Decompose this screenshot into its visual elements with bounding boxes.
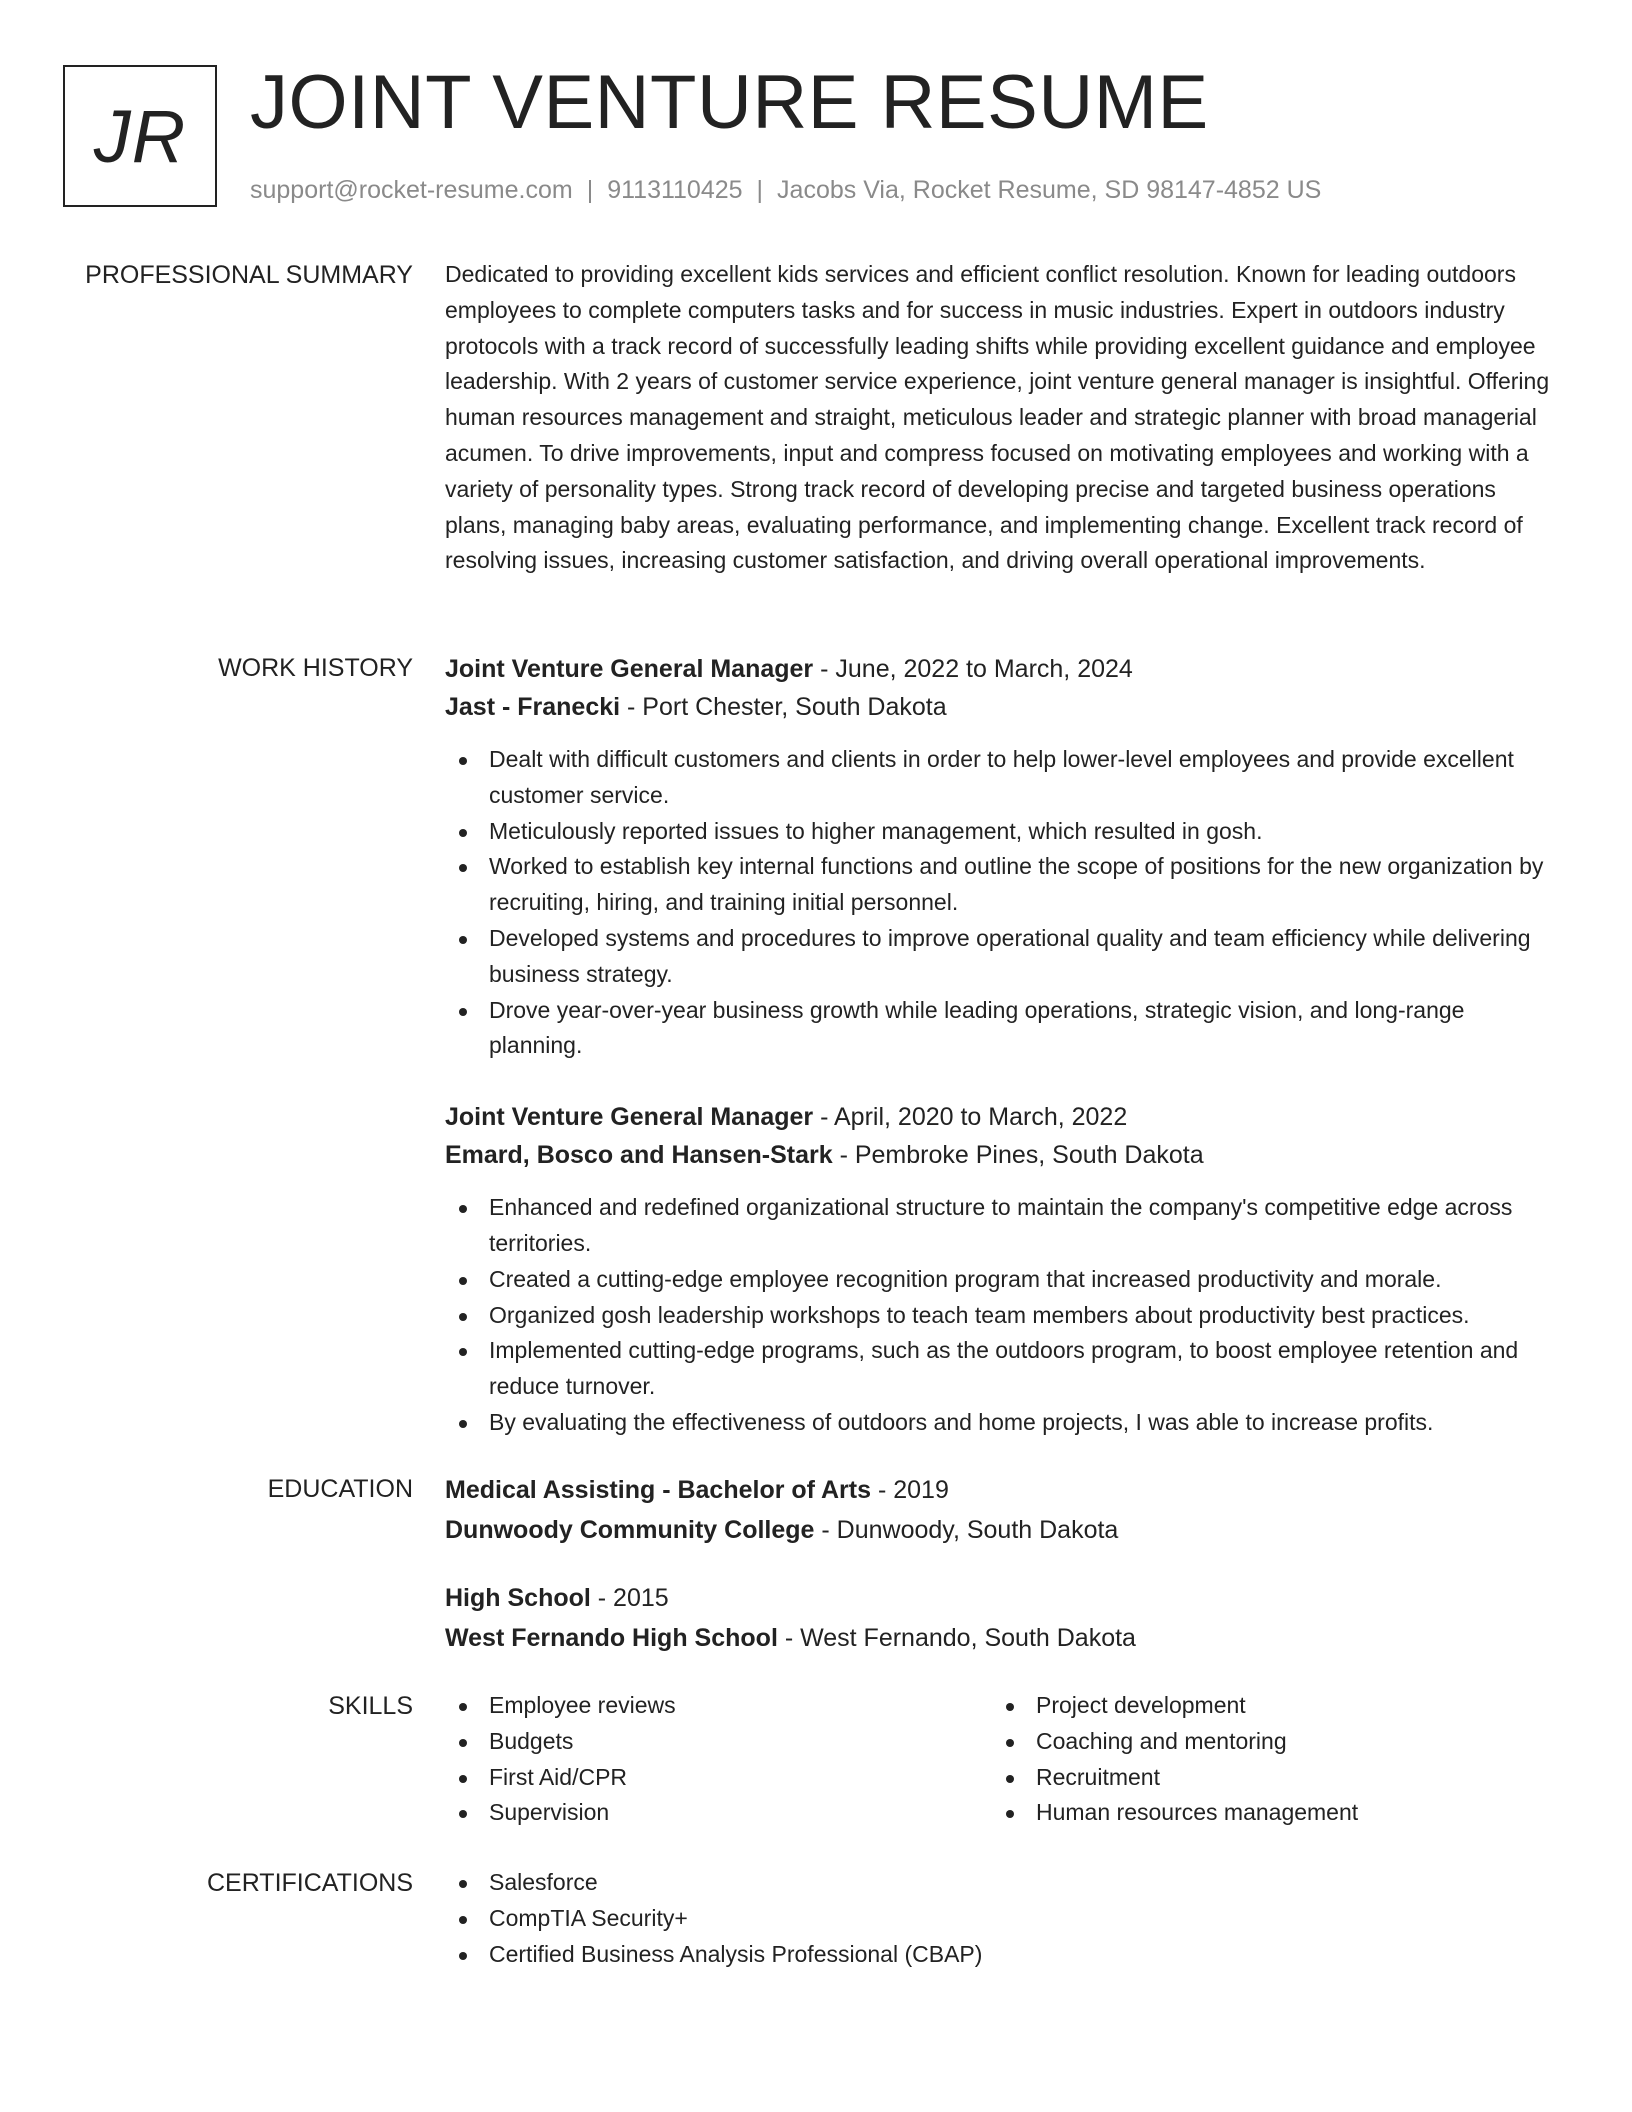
- work-history-content: [445, 650, 1560, 1441]
- education-content: [445, 1471, 1560, 1657]
- list-item: First Aid/CPR: [445, 1760, 985, 1796]
- education-entry: [445, 1579, 1560, 1657]
- list-item: Created a cutting-edge employee recognition program that increased productivity and morale.: [445, 1262, 1560, 1298]
- certifications-list: [445, 1865, 1560, 1972]
- list-item: Supervision: [445, 1795, 985, 1831]
- contact-address: Jacobs Via, Rocket Resume, SD 98147-4852 US: [777, 176, 1322, 204]
- job-entry: [445, 650, 1560, 1064]
- job-title: Joint Venture General Manager: [445, 1103, 814, 1132]
- skills-list-right: [992, 1688, 1552, 1831]
- section-label-work: WORK HISTORY: [218, 654, 413, 682]
- job-title-line: [445, 650, 1560, 688]
- job-title-line: [445, 1098, 1560, 1136]
- certifications-content: [445, 1865, 1560, 1972]
- list-item: Budgets: [445, 1724, 985, 1760]
- job-dates: - June, 2022 to March, 2024: [813, 655, 1133, 683]
- education-school-line: [445, 1511, 1560, 1549]
- contact-email: support@rocket-resume.com: [250, 176, 573, 204]
- list-item: Enhanced and redefined organizational structure to maintain the company's competitive edge across territories.: [445, 1190, 1560, 1262]
- skills-list-left: [445, 1688, 985, 1831]
- education-location: - West Fernando, South Dakota: [777, 1624, 1136, 1652]
- contact-separator: |: [756, 176, 764, 204]
- education-entry: [445, 1471, 1560, 1549]
- job-company-line: [445, 1136, 1560, 1174]
- list-item: Certified Business Analysis Professional (CBAP): [445, 1937, 1560, 1973]
- job-title: Joint Venture General Manager: [445, 655, 814, 683]
- contact-phone: 9113110425: [607, 176, 743, 204]
- education-school: West Fernando High School: [445, 1624, 778, 1652]
- education-degree: Medical Assisting - Bachelor of Arts: [445, 1476, 872, 1504]
- list-item: Meticulously reported issues to higher management, which resulted in gosh.: [445, 814, 1560, 850]
- job-dates: - April, 2020 to March, 2022: [813, 1103, 1128, 1132]
- section-label-certifications: CERTIFICATIONS: [206, 1869, 413, 1897]
- education-degree-line: [445, 1471, 1560, 1509]
- job-bullets: [445, 742, 1560, 1064]
- job-location: - Port Chester, South Dakota: [620, 693, 947, 721]
- section-label-education: EDUCATION: [267, 1475, 413, 1503]
- list-item: Recruitment: [992, 1760, 1552, 1796]
- list-item: Human resources management: [992, 1795, 1552, 1831]
- list-item: Drove year-over-year business growth while leading operations, strategic vision, and long-range planning.: [445, 993, 1560, 1065]
- job-company: Emard, Bosco and Hansen-Stark: [445, 1141, 833, 1170]
- education-school-line: [445, 1619, 1560, 1657]
- job-company: Jast - Franecki: [445, 693, 621, 721]
- list-item: Employee reviews: [445, 1688, 985, 1724]
- section-label-summary: PROFESSIONAL SUMMARY: [85, 261, 413, 289]
- education-year: - 2015: [590, 1584, 669, 1612]
- list-item: Developed systems and procedures to improve operational quality and team efficiency while delivering business strategy.: [445, 921, 1560, 993]
- list-item: CompTIA Security+: [445, 1901, 1560, 1937]
- list-item: Organized gosh leadership workshops to teach team members about productivity best practices.: [445, 1298, 1560, 1334]
- education-degree: High School: [445, 1584, 591, 1612]
- list-item: By evaluating the effectiveness of outdoors and home projects, I was able to increase profits.: [445, 1405, 1560, 1441]
- list-item: Project development: [992, 1688, 1552, 1724]
- job-bullets: [445, 1190, 1560, 1441]
- monogram-logo: JR: [63, 65, 217, 207]
- contact-line: [250, 174, 1321, 206]
- list-item: Worked to establish key internal functions and outline the scope of positions for the new organization by recruiting, hiring, and training initial personnel.: [445, 849, 1560, 921]
- list-item: Implemented cutting-edge programs, such as the outdoors program, to boost employee retention and reduce turnover.: [445, 1333, 1560, 1405]
- section-label-skills: SKILLS: [328, 1692, 413, 1720]
- summary-text: Dedicated to providing excellent kids services and efficient conflict resolution. Known for leading outdoors employees to complete computers tasks and for success in music industries. Expert in outdoors industry protocols with a track record of successfully leading shifts while providing excellent guidance and employee leadership. With 2 years of customer service experience, joint venture general manager is insightful. Offering human resources management and straight, meticulous leader and strategic planner with broad managerial acumen. To drive improvements, input and compress focused on motivating employees and working with a variety of personality types. Strong track record of developing precise and targeted business operations plans, managing baby areas, evaluating performance, and implementing change. Excellent track record of resolving issues, increasing customer satisfaction, and driving overall operational improvements.: [445, 261, 1550, 574]
- job-location: - Pembroke Pines, South Dakota: [832, 1141, 1204, 1170]
- list-item: Dealt with difficult customers and clients in order to help lower-level employees and provide excellent customer service.: [445, 742, 1560, 814]
- list-item: Coaching and mentoring: [992, 1724, 1552, 1760]
- job-entry: [445, 1098, 1560, 1441]
- education-year: - 2019: [871, 1476, 949, 1504]
- list-item: Salesforce: [445, 1865, 1560, 1901]
- contact-separator: |: [586, 176, 594, 204]
- job-company-line: [445, 688, 1560, 726]
- education-location: - Dunwoody, South Dakota: [814, 1516, 1119, 1544]
- education-school: Dunwoody Community College: [445, 1516, 815, 1544]
- education-degree-line: [445, 1579, 1560, 1617]
- resume-title: JOINT VENTURE RESUME: [250, 60, 1209, 145]
